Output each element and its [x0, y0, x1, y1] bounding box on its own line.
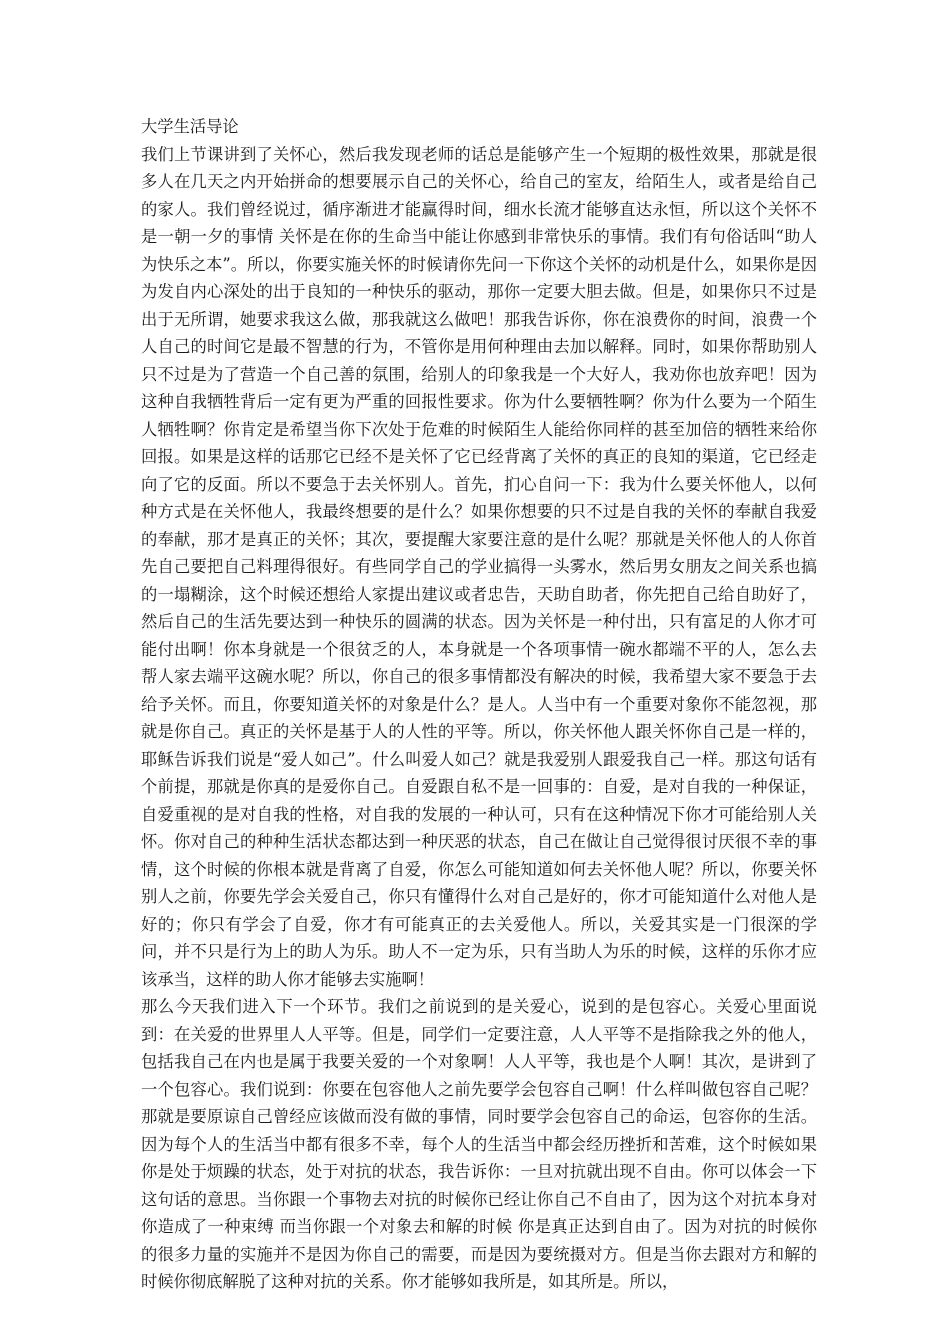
paragraph: 我们上节课讲到了关怀心，然后我发现老师的话总是能够产生一个短期的极性效果，那就是很多人在几天之内开始拼命的想要展示自己的关怀心，给自己的室友，给陌生人，或者是给自己的家人。我们曾经说过，循序渐进才能赢得时间，细水长流才能够直达永恒，所以这个关怀不是一朝一夕的事情 关怀是在你的生命当中能让你感到非常快乐的事情。我们有句俗话叫“助人为快乐之本”。所以，你要实施关怀的时候请你先问一下你这个关怀的动机是什么，如果你是因为发自内心深处的出于良知的一种快乐的驱动，那你一定要大胆去做。但是，如果你只不过是出于无所谓，她要求我这么做，那我就这么做吧！那我告诉你，你在浪费你的时间，浪费一个人自己的时间它是最不智慧的行为，不管你是用何种理由去加以解释。同时，如果你帮助别人只不过是为了营造一个自己善的氛围，给别人的印象我是一个大好人，我劝你也放弃吧！因为这种自我牺牲背后一定有更为严重的回报性要求。你为什么要牺牲啊？你为什么要为一个陌生人牺牲啊？你肯定是希望当你下次处于危难的时候陌生人能给你同样的甚至加倍的牺牲来给你回报。如果是这样的话那它已经不是关怀了它已经背离了关怀的真正的良知的渠道，它已经走向了它的反面。所以不要急于去关怀别人。首先，扪心自问一下：我为什么要关怀他人，以何种方式是在关怀他人，我最终想要的是什么？如果你想要的只不过是自我的关怀的奉献自我爱的奉献，那才是真正的关怀；其次，要提醒大家要注意的是什么呢？那就是关怀他人的人你首先自己要把自己料理得很好。有些同学自己的学业搞得一头雾水，然后男女朋友之间关系也搞的一塌糊涂，这个时候还想给人家提出建议或者忠告，天助自助者，你先把自己给自助好了，然后自己的生活先要达到一种快乐的圆满的状态。因为关怀是一种付出，只有富足的人你才可能付出啊！你本身就是一个很贫乏的人，本身就是一个各项事情一碗水都端不平的人，怎么去帮人家去端平这碗水呢？所以，你自己的很多事情都没有解决的时候，我希望大家不要急于去给予关怀。而且，你要知道关怀的对象是什么？是人。人当中有一个重要对象你不能忽视，那就是你自己。真正的关怀是基于人的人性的平等。所以，你关怀他人跟关怀你自己是一样的，耶稣告诉我们说是“爱人如己”。什么叫爱人如己？就是我爱别人跟爱我自己一样。那这句话有个前提，那就是你真的是爱你自己。自爱跟自私不是一回事的：自爱，是对自我的一种保证，自爱重视的是对自我的性格，对自我的发展的一种认可，只有在这种情况下你才可能给别人关怀。你对自己的种种生活状态都达到一种厌恶的状态，自己在做让自己觉得很讨厌很不幸的事情，这个时候的你根本就是背离了自爱，你怎么可能知道如何去关怀他人呢？所以，你要关怀别人之前，你要先学会关爱自己，你只有懂得什么对自己是好的，你才可能知道什么对他人是好的；你只有学会了自爱，你才有可能真正的去关爱他人。所以，关爱其实是一门很深的学问，并不只是行为上的助人为乐。助人不一定为乐，只有当助人为乐的时候，这样的乐你才应该承当，这样的助人你才能够去实施啊！	[141, 144, 817, 989]
paragraph: 那么今天我们进入下一个环节。我们之前说到的是关爱心，说到的是包容心。关爱心里面说到：在关爱的世界里人人平等。但是，同学们一定要注意，人人平等不是指除我之外的他人，包括我自己在内也是属于我要关爱的一个对象啊！人人平等，我也是个人啊！其次，是讲到了一个包容心。我们说到：你要在包容他人之前先要学会包容自己啊！什么样叫做包容自己呢？那就是要原谅自己曾经应该做而没有做的事情，同时要学会包容自己的命运，包容你的生活。因为每个人的生活当中都有很多不幸，每个人的生活当中都会经历挫折和苦难，这个时候如果你是处于烦躁的状态，处于对抗的状态，我告诉你：一旦对抗就出现不自由。你可以体会一下这句话的意思。当你跟一个事物去对抗的时候你已经让你自己不自由了，因为这个对抗本身对你造成了一种束缚 而当你跟一个对象去和解的时候 你是真正达到自由了。因为对抗的时候你的很多力量的实施并不是因为你自己的需要，而是因为要统摄对方。但是当你去跟对方和解的时候你彻底解脱了这种对抗的关系。你才能够如我所是，如其所是。所以，	[141, 997, 817, 1291]
document-page	[141, 113, 817, 1296]
document-title: 大学生活导论	[141, 117, 239, 136]
